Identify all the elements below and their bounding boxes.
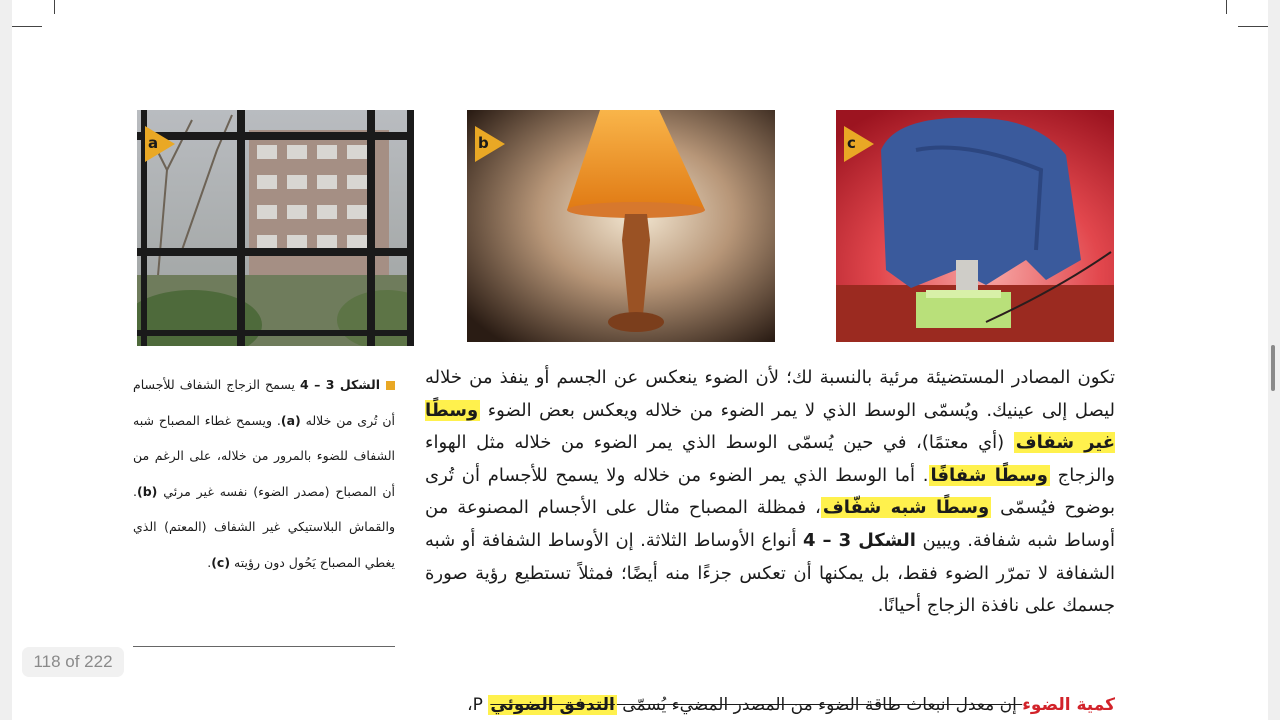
term-luminous-flux-highlight: التدفق الضوئي xyxy=(490,695,615,715)
crop-mark xyxy=(1238,26,1268,27)
caption-divider xyxy=(133,646,395,647)
next-paragraph-text: إن معدل انبعاث طاقة الضوء من المصدر المضيء يُسمّى xyxy=(616,695,1023,715)
term-light-quantity: كمية الضوء xyxy=(1022,695,1115,715)
caption-text-3: . والقماش البلاستيكي غير الشفاف (المعتم) الذي يغطي المصباح يَحُول دون رؤيته xyxy=(133,483,395,570)
scrollbar-thumb[interactable] xyxy=(1271,345,1275,391)
figure-c-covered-lamp-photo xyxy=(836,110,1114,342)
next-paragraph xyxy=(425,690,1115,720)
figure-c-marker: c xyxy=(844,126,874,162)
lamp-illustration xyxy=(467,110,775,342)
term-opaque-highlight: وسطًا غير شفاف xyxy=(425,399,1115,454)
figure-a-window-photo xyxy=(137,110,414,346)
body-paragraph xyxy=(425,362,1115,623)
body-text-1: تكون المصادر المستضيئة مرئية بالنسبة لك؛ لأن الضوء ينعكس عن الجسم أو ينفذ من خلاله ليصل إلى عينيك. ويُسمّى الوسط الذي لا يمر الضوء من خلاله ويعكس بعض الضوء xyxy=(425,367,1115,421)
body-text-5: أنواع الأوساط الثلاثة. إن الأوساط الشفافة أو شبه الشفافة لا تمرّر الضوء فقط، بل يمكنها أن تعكس جزءًا منه أيضًا؛ فمثلاً تستطيع رؤية صورة جسمك على نافذة الزجاج أحيانًا. xyxy=(425,529,1115,617)
caption-text-4: . xyxy=(207,554,212,570)
covered-lamp-illustration xyxy=(836,110,1114,342)
term-transparent-highlight: وسطًا شفافًا xyxy=(930,464,1048,486)
caption-ref-c: (c) xyxy=(211,554,231,570)
caption-ref-a: (a) xyxy=(280,412,301,428)
term-translucent-highlight: وسطًا شبه شفّاف xyxy=(822,497,990,519)
caption-ref-b: (b) xyxy=(136,483,158,499)
body-text-3: . أما الوسط الذي يمر الضوء من خلاله ولا يسمح للأجسام أن تُرى بوضوح فيُسمّى xyxy=(425,464,1115,519)
body-text-2: (أي معتمًا)، في حين يُسمّى الوسط الذي يمر الضوء من خلاله مثل الهواء والزجاج xyxy=(425,432,1115,486)
next-paragraph-symbol: P، xyxy=(467,695,489,715)
caption-text-2: . ويسمح غطاء المصباح شبه الشفاف للضوء بالمرور من خلاله، على الرغم من أن المصباح (مصدر الضوء) نفسه غير مرئي xyxy=(133,412,395,499)
figure-b-marker: b xyxy=(475,126,505,162)
window-illustration xyxy=(137,110,414,346)
caption-figure-label: الشكل 3 – 4 xyxy=(300,377,380,392)
figure-b-lamp-photo xyxy=(467,110,775,342)
crop-mark xyxy=(1226,0,1227,14)
figure-reference: الشكل 3 – 4 xyxy=(802,529,916,551)
caption-text-1: يسمح الزجاج الشفاف للأجسام أن تُرى من خلاله xyxy=(133,377,395,428)
crop-mark xyxy=(54,0,55,14)
caption-bullet xyxy=(386,381,395,390)
figure-a-marker: a xyxy=(145,126,175,162)
body-text-4: ، فمظلة المصباح مثال على الأجسام المصنوعة من أوساط شبه شفافة. ويبين xyxy=(425,497,1116,551)
page-indicator: 118 of 222 xyxy=(22,647,124,677)
figure-caption xyxy=(133,367,395,580)
crop-mark xyxy=(12,26,42,27)
